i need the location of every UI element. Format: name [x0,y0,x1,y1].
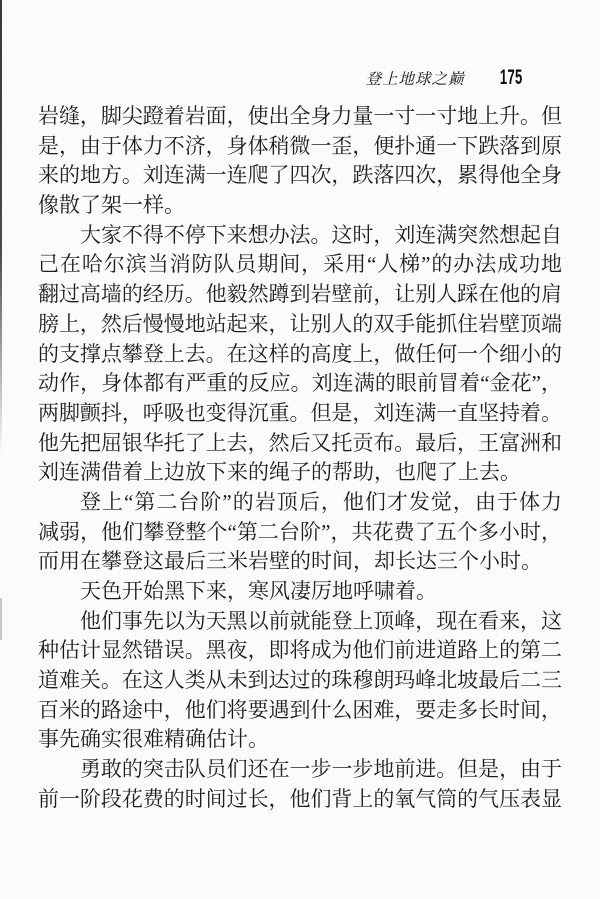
text-line-content: 大家不得不停下来想办法。这时，刘连满突然想起自 [80,222,562,247]
text-line [38,161,562,191]
running-header [365,66,523,90]
text-line [38,725,562,755]
text-line-content: 是，由于体力不济，身体稍微一歪，便扑通一下跌落到原 [38,133,562,158]
text-line [38,636,562,666]
text-line [38,518,562,548]
text-line-content: 两脚颤抖，呼吸也变得沉重。但是，刘连满一直坚持着。 [38,400,562,425]
text-line-content: 减弱，他们攀登整个“第二台阶”，共花费了五个多小时， [38,519,563,544]
text-line-content: 百米的路途中，他们将要遇到什么困难，要走多长时间， [38,697,562,722]
page-number: 175 [500,66,523,89]
text-line [38,607,562,637]
text-line-content: 登上“第二台阶”的岩顶后，他们才发觉，由于体力 [80,489,564,514]
text-line [38,340,562,370]
text-line-content: 事先确实很难精确估计。 [38,727,269,752]
text-line [38,250,562,280]
text-line-content: 他先把屈银华托了上去，然后又托贡布。最后，王富洲和 [38,430,562,455]
text-line-content: 而用在攀登这最后三米岩壁的时间，却长达三个小时。 [38,549,542,574]
text-line [38,785,562,815]
text-line [38,221,562,251]
text-line-content: 膀上，然后慢慢地站起来，让别人的双手能抓住岩壁顶端 [38,311,562,336]
text-line [38,429,562,459]
text-line-content: 岩缝，脚尖蹬着岩面，使出全身力量一寸一寸地上升。但 [38,104,562,128]
text-line [38,369,562,399]
text-line-content: 种估计显然错误。黑夜，即将成为他们前进道路上的第二 [38,638,562,663]
text-line [38,458,562,488]
text-line-content: 翻过高墙的经历。他毅然蹲到岩壁前，让别人踩在他的肩 [38,282,562,307]
text-line-content: 的支撑点攀登上去。在这样的高度上，做任何一个细小的 [38,341,562,366]
text-line [38,399,562,429]
text-line [38,755,562,785]
text-line [38,488,562,518]
text-line [38,191,562,221]
text-line [38,666,562,696]
body-text [38,102,562,815]
text-line-content: 天色开始黑下来，寒风凄厉地呼啸着。 [80,579,437,603]
text-line-content: 道难关。在这人类从未到达过的珠穆朗玛峰北坡最后二三 [38,668,562,693]
text-line-content: 前一阶段花费的时间过长，他们背上的氧气筒的气压表显 [38,786,562,811]
scan-edge-artifact [0,0,2,455]
text-line [38,102,562,132]
text-line-content: 勇敢的突击队员们还在一步一步地前进。但是，由于 [80,757,562,782]
text-line [38,577,562,607]
text-line [38,280,562,310]
chapter-title: 登上地球之巅 [365,71,465,88]
text-line [38,696,562,726]
text-line-content: 己在哈尔滨当消防队员期间，采用“人梯”的办法成功地 [38,252,563,277]
text-line-content: 像散了架一样。 [38,193,185,218]
text-line-content: 动作，身体都有严重的反应。刘连满的眼前冒着“金花”， [38,371,563,396]
text-line-content: 刘连满借着上边放下来的绳子的帮助，也爬了上去。 [38,460,521,485]
scan-edge-dash [0,598,2,640]
text-line [38,310,562,340]
text-line [38,547,562,577]
text-line [38,132,562,162]
text-line-content: 来的地方。刘连满一连爬了四次，跌落四次，累得他全身 [38,163,562,188]
text-line-content: 他们事先以为天黑以前就能登上顶峰，现在看来，这 [80,608,562,633]
